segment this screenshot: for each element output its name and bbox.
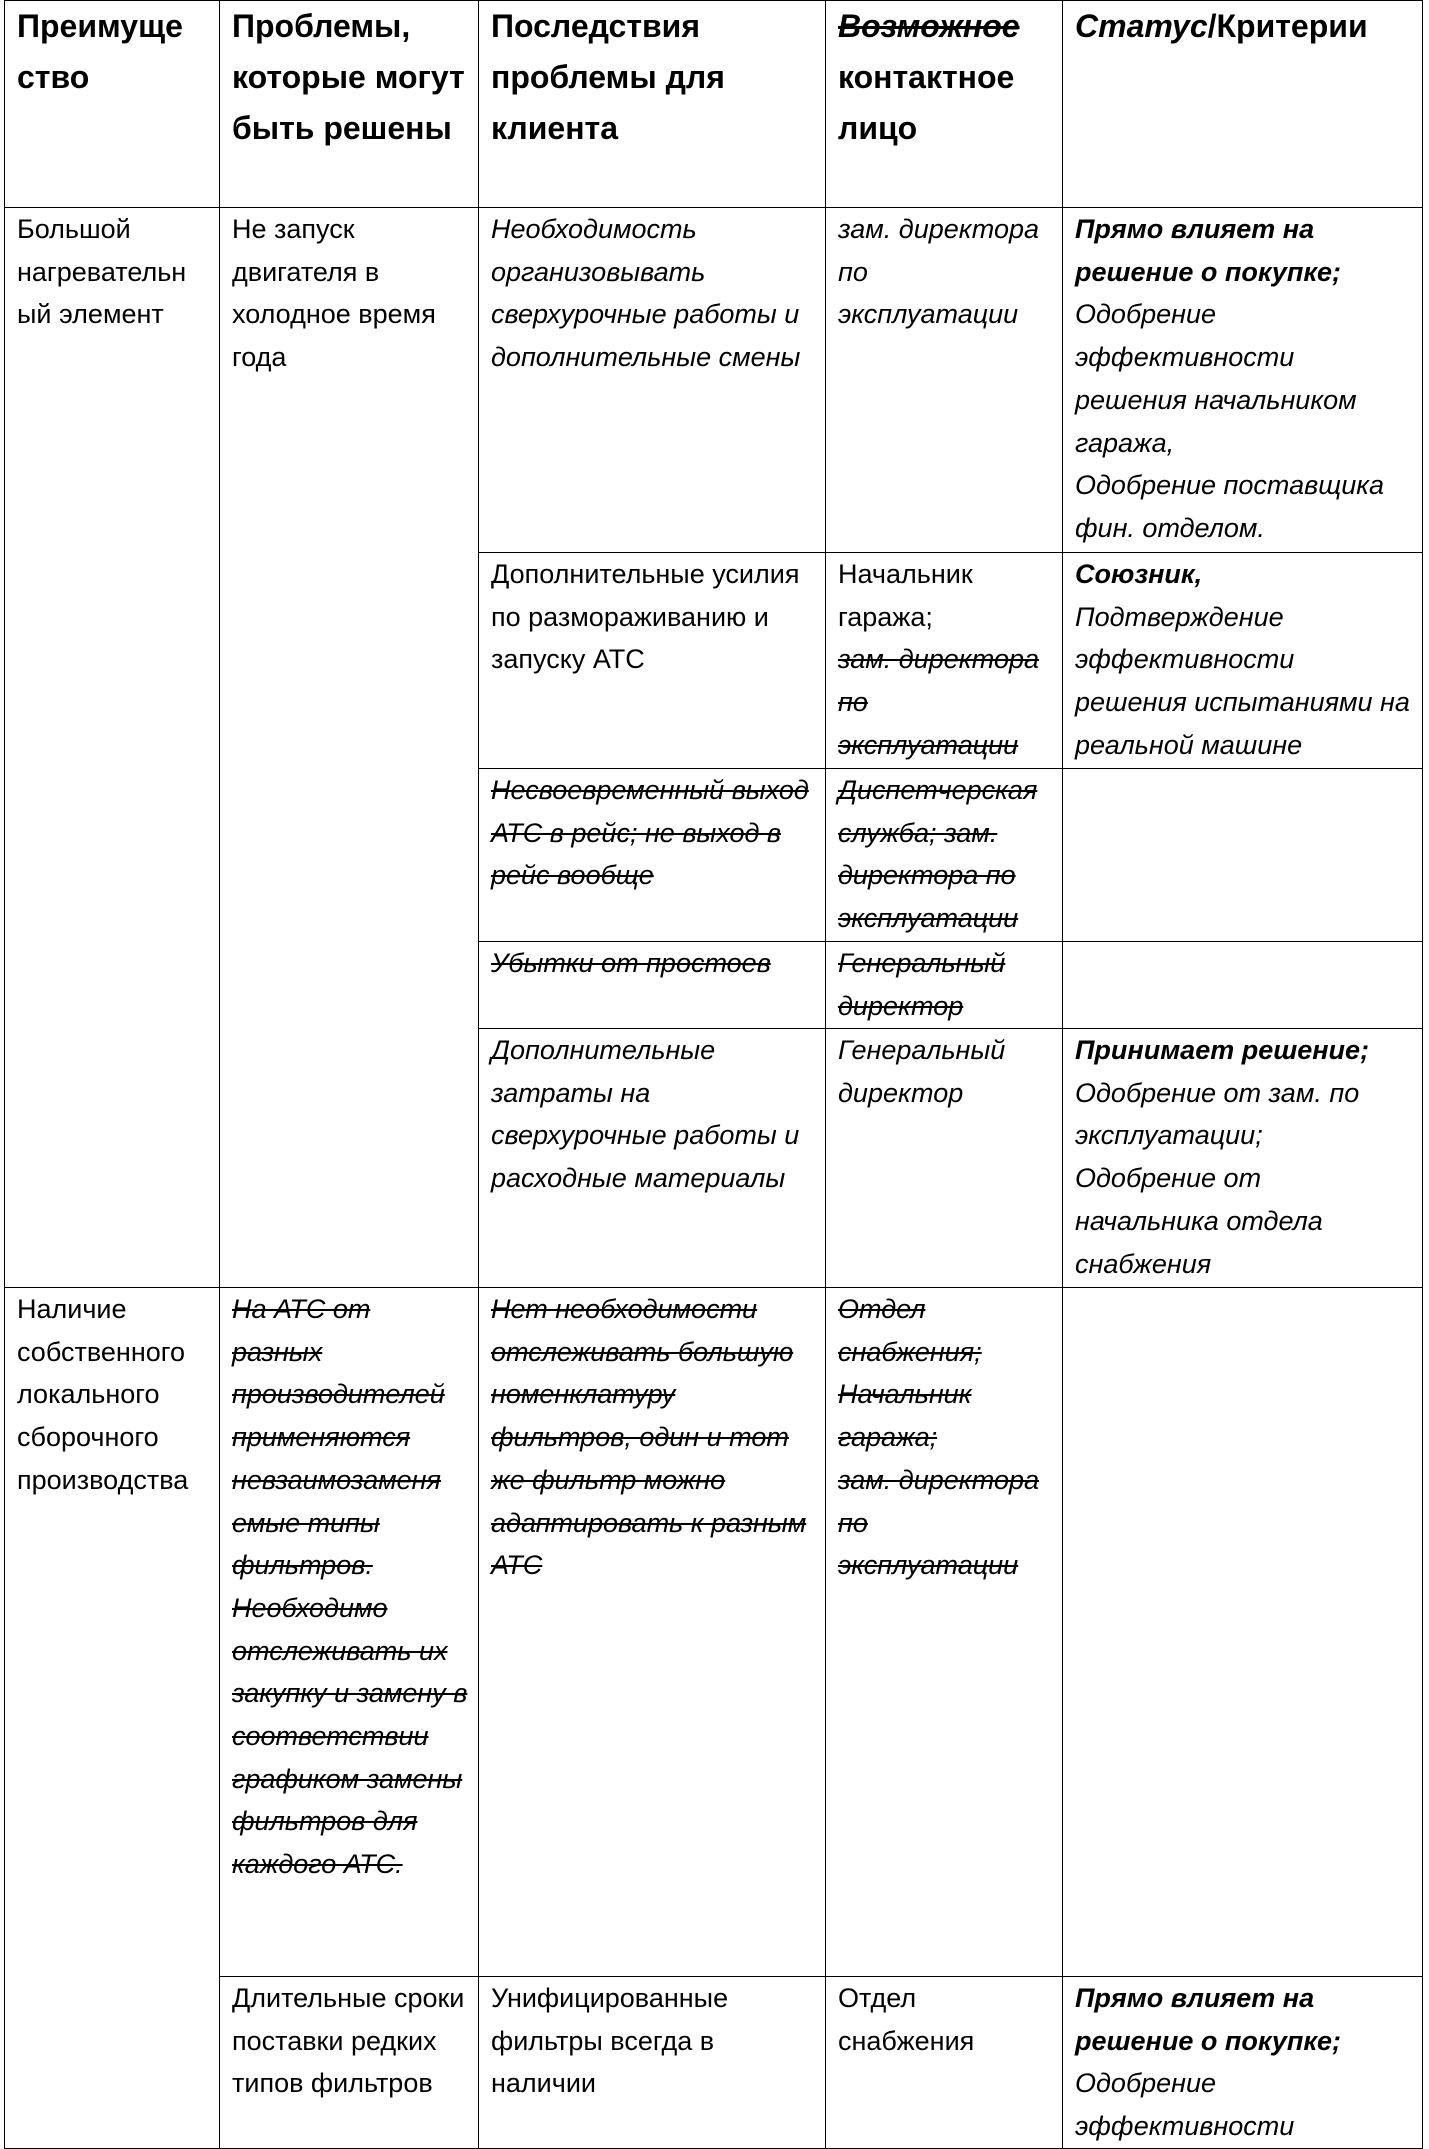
criteria-table	[4, 0, 1423, 2149]
status-cell: Принимает решение; Одобрение от зам. по эксплуатации; Одобрение от начальника отдела снабжения	[1063, 1029, 1423, 1288]
consequence-cell: Убытки от простоев	[479, 942, 826, 1029]
consequence-cell: Нет необходимости отслеживать большую номенклатуру фильтров, один и тот же фильтр можно адаптировать к разным АТС	[479, 1288, 826, 1977]
status-cell	[1063, 769, 1423, 942]
problem-cell: На АТС от разных производителей применяются невзаимозаменя емые типы фильтров. Необходимо отслеживать их закупку и замену в соответствии графиком замены фильтров для каждого АТС.	[220, 1288, 479, 1977]
table-row	[5, 208, 1423, 553]
contact-cell: Диспетчерская служба; зам. директора по эксплуатации	[826, 769, 1063, 942]
contact-cell: Отдел снабжения	[826, 1977, 1063, 2149]
status-cell	[1063, 942, 1423, 1029]
header-contact: Возможное контактное лицо	[826, 1, 1063, 208]
consequence-cell: Дополнительные усилия по размораживанию и запуску АТС	[479, 553, 826, 769]
contact-cell: зам. директора по эксплуатации	[826, 208, 1063, 553]
header-advantage: Преимуще ство	[5, 1, 220, 208]
status-cell: Прямо влияет на решение о покупке; Одобрение эффективности решения начальником гаража, Одобрение поставщика фин. отделом.	[1063, 208, 1423, 553]
contact-cell: Начальник гаража; зам. директора по эксплуатации	[826, 553, 1063, 769]
header-problems: Проблемы, которые могут быть решены	[220, 1, 479, 208]
consequence-cell: Несвоевременный выход АТС в рейс; не выход в рейс вообще	[479, 769, 826, 942]
header-consequences: Последствия проблемы для клиента	[479, 1, 826, 208]
consequence-cell: Необходимость организовывать сверхурочные работы и дополнительные смены	[479, 208, 826, 553]
header-row	[5, 1, 1423, 208]
contact-cell: Генеральный директор	[826, 1029, 1063, 1288]
status-cell	[1063, 1288, 1423, 1977]
problem-cell: Длительные сроки поставки редких типов фильтров	[220, 1977, 479, 2149]
consequence-cell: Дополнительные затраты на сверхурочные работы и расходные материалы	[479, 1029, 826, 1288]
consequence-cell: Унифицированные фильтры всегда в наличии	[479, 1977, 826, 2149]
status-cell: Союзник, Подтверждение эффективности решения испытаниями на реальной машине	[1063, 553, 1423, 769]
problem-cell: Не запуск двигателя в холодное время года	[220, 208, 479, 1288]
advantage-cell: Наличие собственного локального сборочного производства	[5, 1288, 220, 2149]
contact-cell: Генеральный директор	[826, 942, 1063, 1029]
status-cell: Прямо влияет на решение о покупке; Одобрение эффективности	[1063, 1977, 1423, 2149]
advantage-cell: Большой нагревательн ый элемент	[5, 208, 220, 1288]
contact-cell: Отдел снабжения; Начальник гаража; зам. директора по эксплуатации	[826, 1288, 1063, 1977]
header-status: Статус/Критерии	[1063, 1, 1423, 208]
table-row	[5, 1288, 1423, 1977]
